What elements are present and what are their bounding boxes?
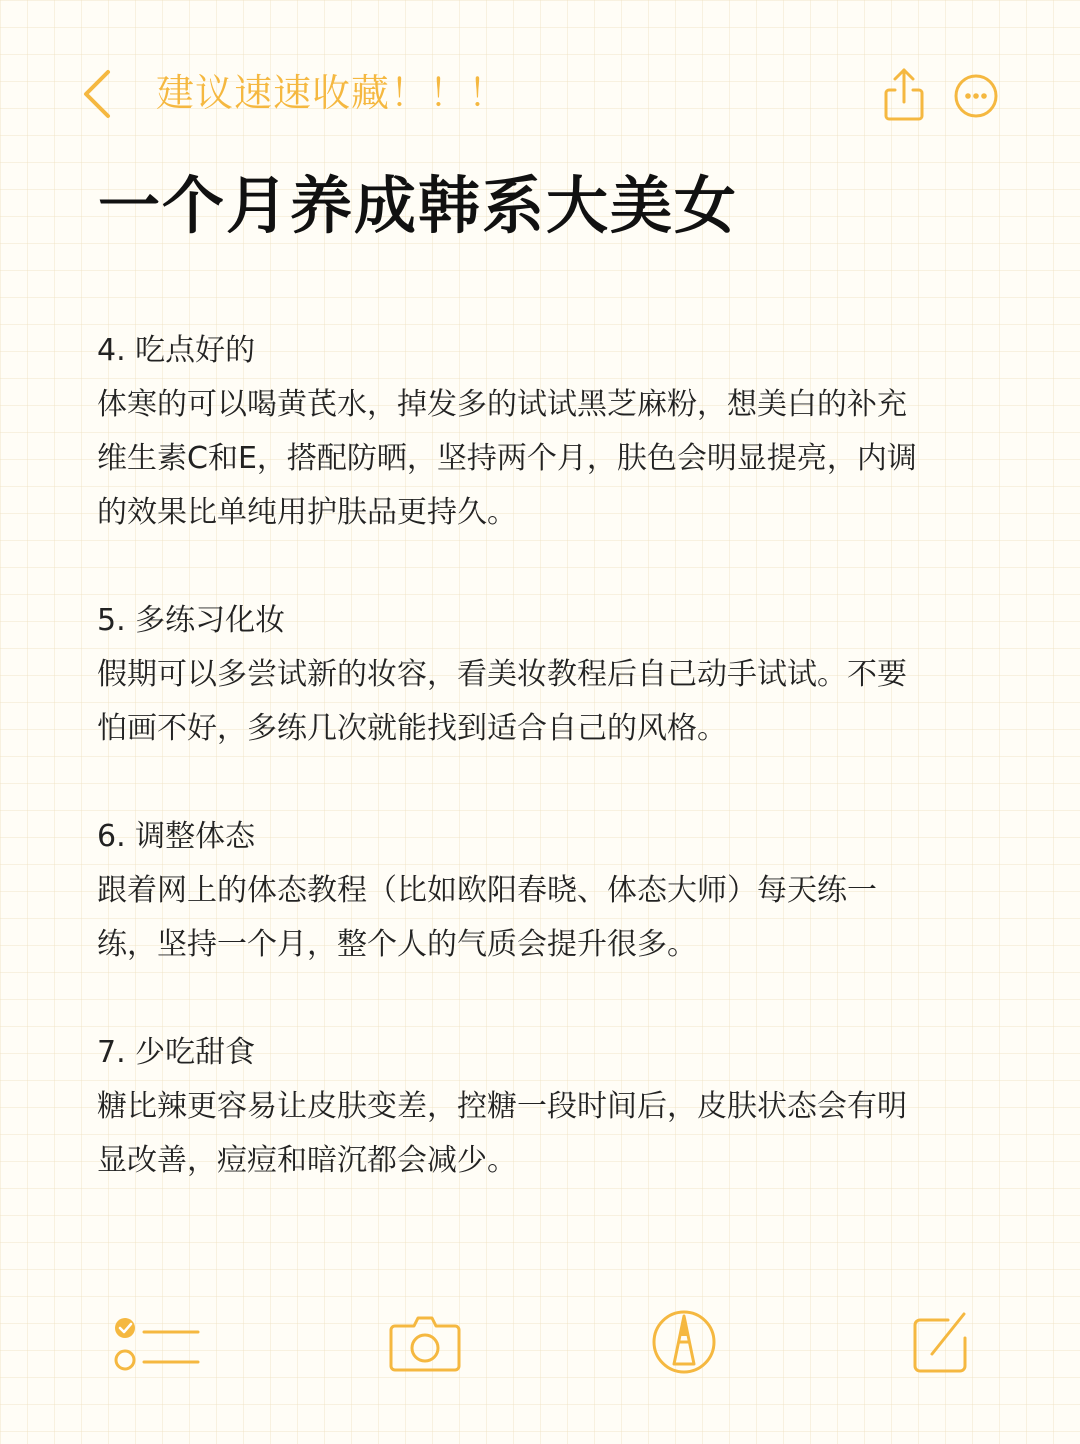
compose-button[interactable] [908, 1308, 972, 1376]
note-title[interactable]: 一个月养成韩系大美女 [98, 169, 739, 242]
back-button[interactable] [74, 64, 124, 124]
navigation-bar [0, 52, 1080, 138]
note-section-6 [97, 810, 932, 972]
camera-icon [386, 1312, 464, 1376]
share-icon [880, 64, 928, 126]
compose-icon [908, 1308, 972, 1376]
section-heading: 4. 吃点好的 [97, 333, 256, 368]
section-heading: 5. 多练习化妆 [97, 603, 286, 638]
section-text: 假期可以多尝试新的妆容，看美妆教程后自己动手试试。不要怕画不好，多练几次就能找到适合自己的风格。 [97, 657, 907, 746]
section-heading: 6. 调整体态 [97, 819, 256, 854]
note-section-5 [97, 594, 932, 756]
note-body[interactable] [97, 324, 932, 1242]
section-text: 跟着网上的体态教程（比如欧阳春晓、体态大师）每天练一练，坚持一个月，整个人的气质会提升很多。 [97, 873, 877, 962]
checklist-icon [110, 1312, 202, 1374]
note-section-4 [97, 324, 932, 540]
more-button[interactable] [950, 70, 1002, 122]
nav-title: 建议速速收藏！！！ [156, 71, 508, 115]
note-section-7 [97, 1026, 932, 1188]
markup-pen-icon [650, 1308, 718, 1376]
section-text: 糖比辣更容易让皮肤变差，控糖一段时间后，皮肤状态会有明显改善，痘痘和暗沉都会减少。 [97, 1089, 907, 1178]
checklist-button[interactable] [110, 1312, 202, 1374]
bottom-toolbar [0, 1304, 1080, 1384]
chevron-left-icon [74, 64, 124, 124]
share-button[interactable] [880, 64, 928, 126]
section-text: 体寒的可以喝黄芪水，掉发多的试试黑芝麻粉，想美白的补充维生素C和E，搭配防晒，坚持两个月，肤色会明显提亮，内调的效果比单纯用护肤品更持久。 [97, 387, 917, 530]
markup-button[interactable] [650, 1308, 718, 1376]
camera-button[interactable] [386, 1312, 464, 1376]
section-heading: 7. 少吃甜食 [97, 1035, 256, 1070]
more-horizontal-icon [950, 70, 1002, 122]
